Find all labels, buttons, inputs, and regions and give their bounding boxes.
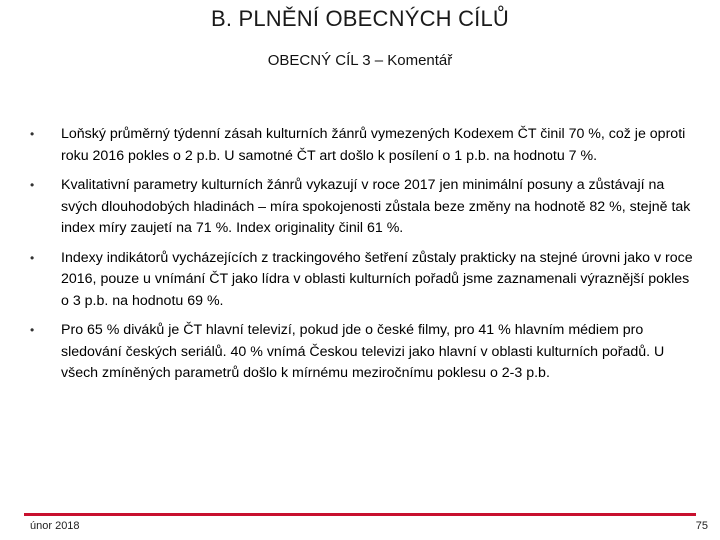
bullet-icon: • bbox=[30, 127, 35, 141]
bullet-list bbox=[26, 124, 696, 393]
footer-divider bbox=[24, 513, 696, 516]
bullet-text: Indexy indikátorů vycházejících z trackingového šetření zůstaly prakticky na stejné úrovni jako v roce 2016, pouze u vnímání ČT jako lídra v oblasti kulturních pořadů jsme zaznamenali výraznější pokles o 3 p.b. na hodnotu 69 %. bbox=[61, 249, 693, 309]
bullet-item bbox=[26, 248, 696, 313]
page-number: 75 bbox=[695, 520, 708, 532]
bullet-icon: • bbox=[30, 323, 35, 337]
slide-subtitle: OBECNÝ CÍL 3 – Komentář bbox=[267, 52, 453, 69]
bullet-text: Pro 65 % diváků je ČT hlavní televizí, pokud jde o české filmy, pro 41 % hlavním médiem pro sledování českých seriálů. 40 % vnímá Českou televizi jako hlavní v oblasti kulturních pořadů. U všech zmíněných parametrů došlo k mírnému meziročnímu poklesu o 2-3 p.b. bbox=[61, 322, 665, 381]
bullet-icon: • bbox=[30, 250, 35, 265]
bullet-text: Loňský průměrný týdenní zásah kulturních žánrů vymezených Kodexem ČT činil 70 %, což je oproti roku 2016 pokles o 2 p.b. U samotné ČT art došlo k posílení o 1 p.b. na hodnotu 7 %. bbox=[61, 126, 686, 164]
footer-date: únor 2018 bbox=[30, 520, 80, 532]
bullet-item bbox=[26, 320, 696, 385]
bullet-icon: • bbox=[30, 178, 35, 192]
bullet-item bbox=[26, 175, 696, 240]
bullet-item bbox=[26, 124, 696, 167]
slide-title: B. PLNĚNÍ OBECNÝCH CÍLŮ bbox=[210, 6, 509, 31]
bullet-text: Kvalitativní parametry kulturních žánrů vykazují v roce 2017 jen minimální posuny a zůstávají na svých dlouhodobých hladinách – míra spokojenosti zůstala beze změny na hodnotě 82 %, stejně tak index míry zaujetí na 71 %. Index originality činil 61 %. bbox=[61, 177, 691, 236]
